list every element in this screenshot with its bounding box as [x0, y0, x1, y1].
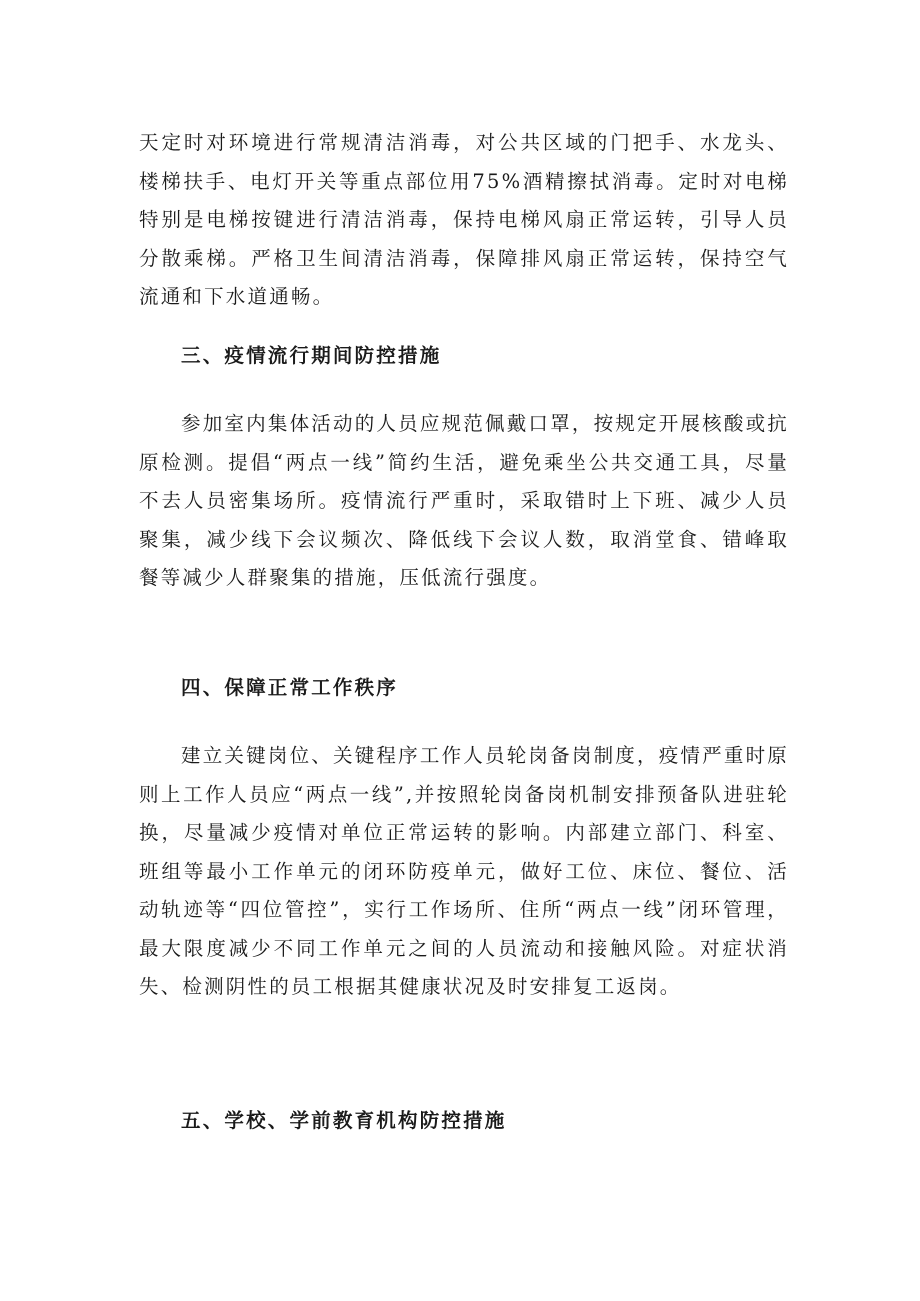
heading-section-4: 四、保障正常工作秩序	[181, 676, 399, 699]
paragraph-epidemic-measures: 参加室内集体活动的人员应规范佩戴口罩，按规定开展核酸或抗原检测。提倡“两点一线”简约生活，避免乘坐公共交通工具，尽量不去人员密集场所。疫情流行严重时，采取错时上下班、减少人员聚集，减少线下会议频次、降低线下会议人数，取消堂食、错峰取餐等减少人群聚集的措施，压低流行强度。	[139, 412, 789, 589]
paragraph-cleaning-disinfection: 天定时对环境进行常规清洁消毒，对公共区域的门把手、水龙头、楼梯扶手、电灯开关等重点部位用75%酒精擦拭消毒。定时对电梯特别是电梯按键进行清洁消毒，保持电梯风扇正常运转，引导人员分散乘梯。严格卫生间清洁消毒，保障排风扇正常运转，保持空气流通和下水道通畅。	[139, 131, 789, 308]
paragraph-work-order: 建立关键岗位、关键程序工作人员轮岗备岗制度，疫情严重时原则上工作人员应“两点一线”,并按照轮岗备岗机制安排预备队进驻轮换，尽量减少疫情对单位正常运转的影响。内部建立部门、科室、班组等最小工作单元的闭环防疫单元，做好工位、床位、餐位、活动轨迹等“四位管控”，实行工作场所、住所“两点一线”闭环管理，最大限度减少不同工作单元之间的人员流动和接触风险。对症状消失、检测阴性的员工根据其健康状况及时安排复工返岗。	[139, 744, 789, 998]
heading-section-5: 五、学校、学前教育机构防控措施	[181, 1109, 507, 1132]
heading-section-3: 三、疫情流行期间防控措施	[181, 344, 442, 367]
